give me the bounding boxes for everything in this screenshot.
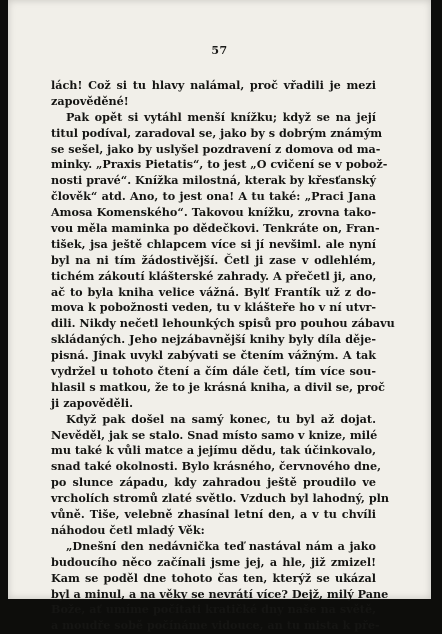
text-line: se sešel, jako by uslyšel pozdravení z domova od ma- <box>51 141 381 156</box>
text-line: mova k pobožnosti veden, tu v klášteře ho v ní utvr- <box>51 300 376 315</box>
text-line: zapověděné! <box>51 93 129 108</box>
text-line: mu také k vůli matce a jejímu dědu, tak účinkovalo, <box>51 443 376 458</box>
text-line: Když pak došel na samý konec, tu byl až dojat. <box>66 411 376 426</box>
text-line: dili. Nikdy nečetl lehounkých spisů pro pouhou zábavu <box>51 316 395 331</box>
text-line: byl na ni tím žádostivější. Četl ji zase v odlehlém, <box>51 252 376 267</box>
body-text <box>51 78 395 634</box>
text-line: pisná. Jinak uvykl zabývati se čtením vážným. A tak <box>51 348 376 363</box>
book-page <box>8 0 431 633</box>
text-line: a moudře sobě počínáme vidouce, an tu mista k pře- <box>51 618 380 633</box>
text-line: nosti pravé“. Knížka milostná, kterak by křesťanský <box>51 173 377 188</box>
text-line: titul podíval, zaradoval se, jako by s dobrým známým <box>51 125 383 140</box>
page-number: 57 <box>211 44 228 57</box>
text-line: Amosa Komenského“. Takovou knížku, zrovna tako- <box>51 205 376 220</box>
text-line: byl a minul, a na věky se nevrátí více? Dejž, milý Pane <box>51 586 389 601</box>
text-line: vůně. Tiše, velebně zhasínal letní den, a v tu chvíli <box>51 507 376 522</box>
text-line: budoucího něco začínali jsme jej, a hle, již zmizel! <box>51 554 376 569</box>
text-line: ji zapověděli. <box>51 395 134 410</box>
text-line: minky. „Praxis Pietatis“, to jest „O cvičení se v pobož- <box>51 157 388 172</box>
text-line: Bože, ať umíme počítati kratičké dny naše na světě, <box>51 602 376 617</box>
text-line: ač to byla kniha velice vážná. Bylť Frantík už z do- <box>51 284 376 299</box>
text-line: tichém zákoutí klášterské zahrady. A přečetl ji, ano, <box>51 268 377 283</box>
text-line: náhodou četl mladý Věk: <box>51 522 205 537</box>
text-line: lách! Což si tu hlavy nalámal, proč vřadili je mezi <box>51 78 376 92</box>
text-line: po slunce západu, kdy zahradou ještě proudilo ve <box>51 475 376 490</box>
text-line: člověk“ atd. Ano, to jest ona! A tu také: „Praci Jana <box>51 189 376 204</box>
text-line: snad také okolnosti. Bylo krásného, červnového dne, <box>51 459 381 474</box>
text-line: skládaných. Jeho nejzábavnější knihy byly díla děje- <box>51 332 376 347</box>
text-line: vrcholích stromů zlaté světlo. Vzduch byl lahodný, pln <box>51 491 390 506</box>
text-line: Pak opět si vytáhl menší knížku; když se na její <box>66 109 376 124</box>
text-line: hlasil s matkou, že to je krásná kniha, a divil se, proč <box>51 379 385 394</box>
text-line: vydržel u tohoto čtení a čím dále četl, tím více sou- <box>51 364 376 379</box>
text-line: Nevěděl, jak se stalo. Snad místo samo v knize, milé <box>51 427 378 442</box>
text-line: Kam se poděl dne tohoto čas ten, kterýž se ukázal <box>51 570 376 585</box>
text-line: tišek, jsa ještě chlapcem více si jí nevšiml. ale nyní <box>51 236 376 251</box>
text-line: „Dnešní den nedávnička teď nastával nám a jako <box>66 538 376 553</box>
text-line: vou měla maminka po dědečkovi. Tenkráte on, Fran- <box>51 221 380 236</box>
